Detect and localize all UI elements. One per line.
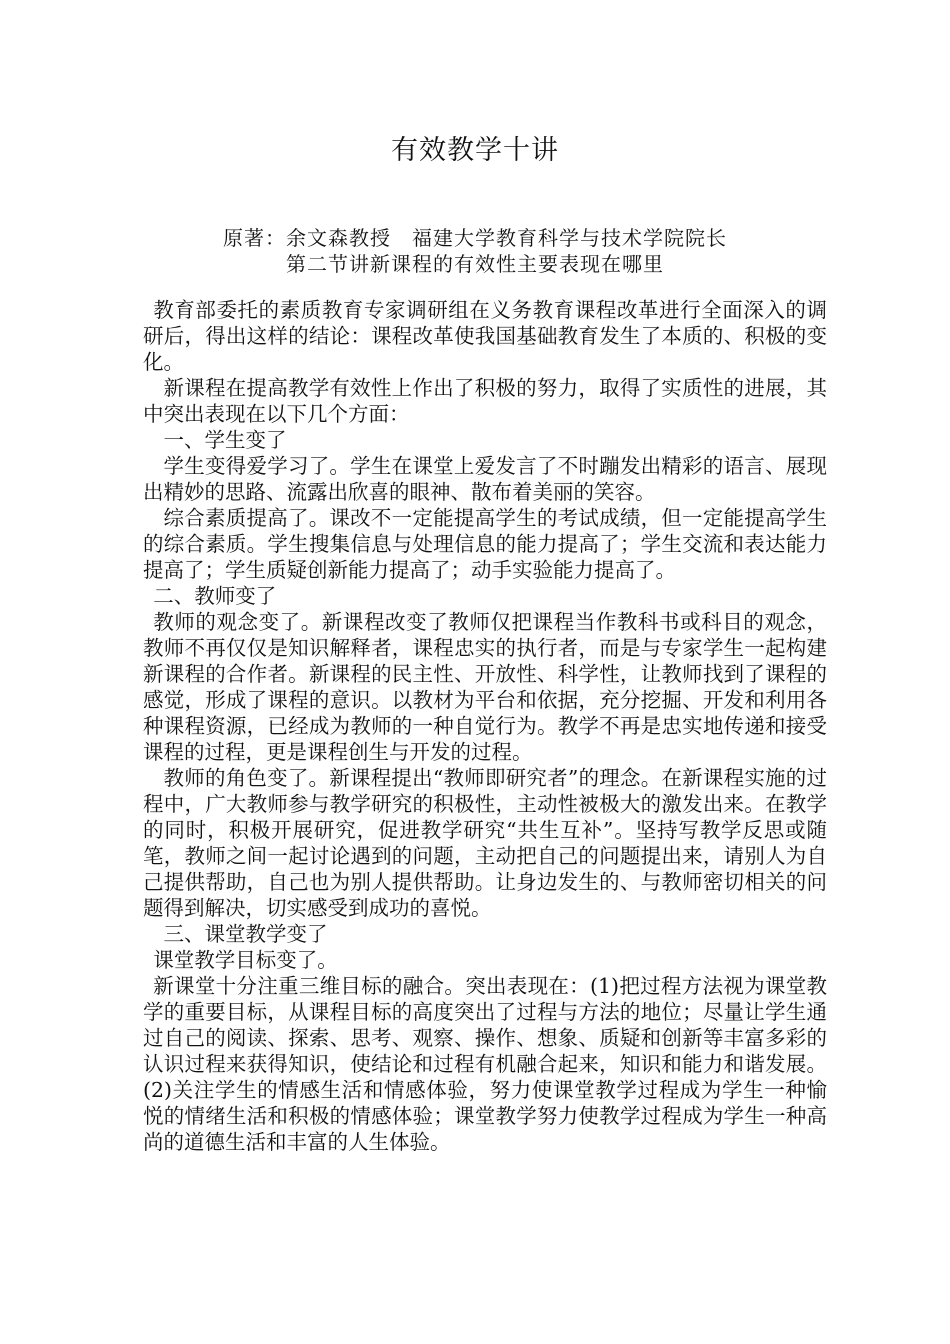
paragraph: 学生变得爱学习了。学生在课堂上爱发言了不时蹦发出精彩的语言、展现出精妙的思路、流露出欣喜的眼神、散布着美丽的笑容。	[143, 454, 827, 504]
section-heading-students: 一、学生变了	[163, 428, 287, 452]
document-title: 有效教学十讲	[391, 135, 559, 166]
section-heading-classroom: 三、课堂教学变了	[163, 922, 328, 946]
document-body	[143, 297, 827, 1155]
paragraph: 综合素质提高了。课改不一定能提高学生的考试成绩，但一定能提高学生的综合素质。学生搜集信息与处理信息的能力提高了；学生交流和表达能力提高了；学生质疑创新能力提高了；动手实验能力提高了。	[143, 506, 827, 582]
byline	[0, 225, 950, 277]
paragraph: 教师的角色变了。新课程提出“教师即研究者”的理念。在新课程实施的过程中，广大教师参与教学研究的积极性，主动性被极大的激发出来。在教学的同时，积极开展研究，促进教学研究“共生互补”。坚持写教学反思或随笔，教师之间一起讨论遇到的问题，主动把自己的问题提出来，请别人为自己提供帮助，自己也为别人提供帮助。让身边发生的、与教师密切相关的问题得到解决，切实感受到成功的喜悦。	[143, 766, 827, 920]
paragraph: 新课堂十分注重三维目标的融合。突出表现在：(1)把过程方法视为课堂教学的重要目标，从课程目标的高度突出了过程与方法的地位；尽量让学生通过自己的阅读、探索、思考、观察、操作、想象、质疑和创新等丰富多彩的认识过程来获得知识，使结论和过程有机融合起来，知识和能力和谐发展。(2)关注学生的情感生活和情感体验，努力使课堂教学过程成为学生一种愉悦的情绪生活和积极的情感体验；课堂教学努力使教学过程成为学生一种高尚的道德生活和丰富的人生体验。	[143, 974, 827, 1154]
paragraph: 课堂教学目标变了。	[153, 948, 338, 972]
paragraph: 新课程在提高教学有效性上作出了积极的努力，取得了实质性的进展，其中突出表现在以下几个方面：	[143, 376, 827, 426]
paragraph: 教师的观念变了。新课程改变了教师仅把课程当作教科书或科目的观念，教师不再仅仅是知识解释者，课程忠实的执行者，而是与专家学生一起构建新课程的合作者。新课程的民主性、开放性、科学性，让教师找到了课程的感觉，形成了课程的意识。以教材为平台和依据，充分挖掘、开发和利用各种课程资源，已经成为教师的一种自觉行为。教学不再是忠实地传递和接受课程的过程，更是课程创生与开发的过程。	[143, 610, 827, 764]
section-heading-teachers: 二、教师变了	[153, 584, 277, 608]
section-heading: 第二节讲新课程的有效性主要表现在哪里	[286, 252, 664, 276]
paragraph: 教育部委托的素质教育专家调研组在义务教育课程改革进行全面深入的调研后，得出这样的结论：课程改革使我国基础教育发生了本质的、积极的变化。	[143, 298, 827, 374]
author-line: 原著：余文森教授 福建大学教育科学与技术学院院长	[223, 226, 727, 250]
